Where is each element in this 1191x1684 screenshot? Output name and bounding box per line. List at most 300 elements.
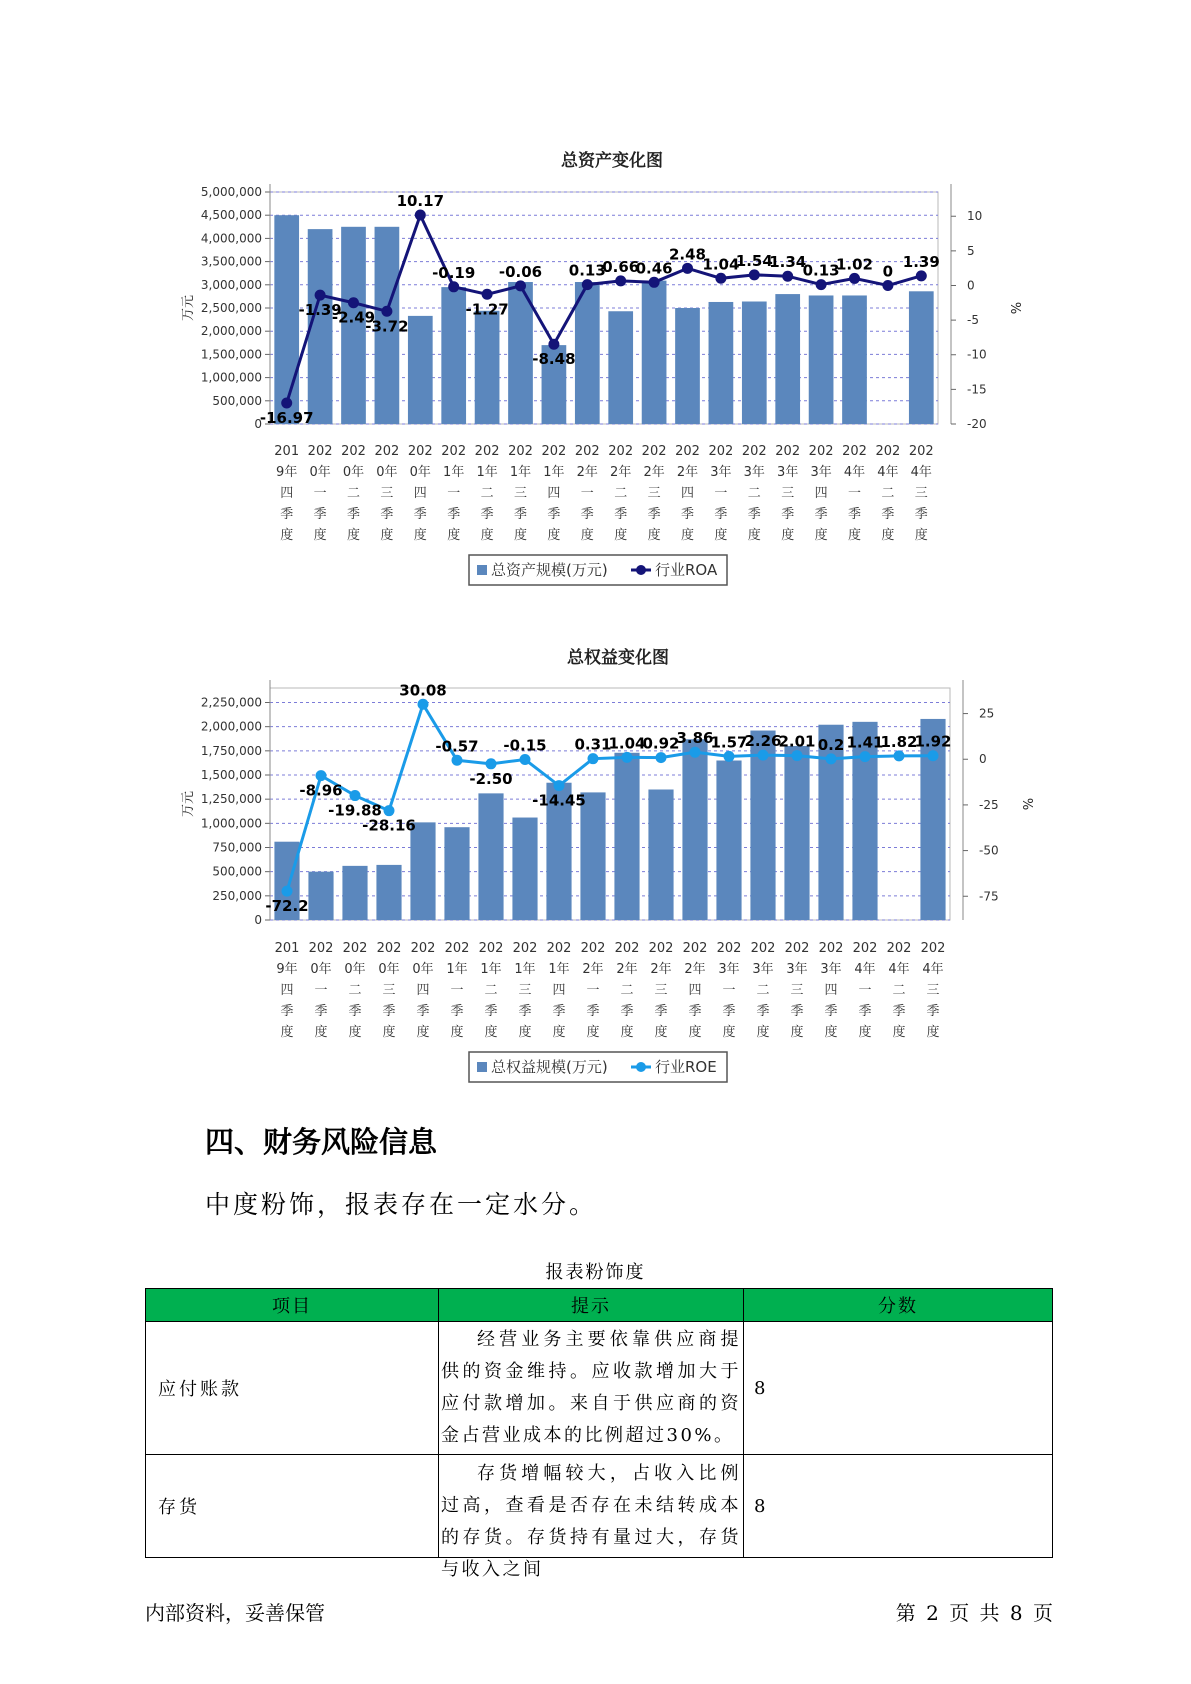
- category-tick-label: 三: [382, 983, 396, 998]
- category-tick-label: 202: [407, 444, 433, 459]
- category-tick-label: 度: [781, 528, 795, 543]
- bar: [274, 215, 299, 424]
- category-tick-label: 度: [280, 1025, 294, 1040]
- section-summary: 中度粉饰，报表存在一定水分。: [205, 1190, 598, 1219]
- line-point: [782, 271, 793, 282]
- category-tick-label: 4年: [854, 962, 876, 977]
- data-label: -16.97: [259, 409, 314, 428]
- category-tick-label: 0年: [376, 465, 398, 480]
- category-tick-label: 季: [914, 507, 928, 522]
- left-axis-tick-label: 2,000,000: [200, 324, 262, 339]
- legend-line-marker: [636, 1062, 646, 1072]
- category-tick-label: 三: [926, 983, 940, 998]
- category-tick-label: 季: [781, 507, 795, 522]
- category-tick-label: 度: [892, 1025, 906, 1040]
- category-tick-label: 202: [341, 444, 366, 459]
- bar: [909, 291, 934, 424]
- category-tick-label: 季: [416, 1004, 430, 1019]
- category-tick-label: 二: [756, 983, 770, 998]
- category-tick-label: 一: [847, 486, 862, 501]
- bar: [709, 302, 734, 424]
- line-point: [916, 270, 927, 281]
- category-tick-label: 四: [547, 486, 561, 501]
- category-tick-label: 季: [620, 1004, 634, 1019]
- category-tick-label: 202: [842, 444, 867, 459]
- data-label: 10.17: [396, 192, 445, 211]
- line-point: [316, 770, 327, 781]
- line-point: [816, 279, 827, 290]
- legend-line-label: 行业ROA: [655, 561, 718, 579]
- chart-title: 总权益变化图: [567, 648, 669, 668]
- category-tick-label: 二: [881, 486, 895, 501]
- category-tick-label: 三: [654, 983, 668, 998]
- category-tick-label: 四: [413, 486, 427, 501]
- category-tick-label: 2年: [643, 465, 665, 480]
- category-tick-label: 202: [908, 444, 934, 459]
- category-tick-label: 0年: [409, 465, 431, 480]
- category-tick-label: 2年: [676, 465, 699, 480]
- category-tick-label: 0年: [344, 962, 366, 977]
- legend-bar-swatch: [477, 1062, 487, 1072]
- category-tick-label: 202: [410, 941, 436, 956]
- category-tick-label: 四: [280, 983, 294, 998]
- left-axis-tick-label: 3,500,000: [200, 254, 262, 269]
- category-tick-label: 202: [648, 941, 674, 956]
- data-label: -1.27: [465, 300, 509, 319]
- category-tick-label: 季: [892, 1004, 906, 1019]
- legend-bar-label: 总权益规模(万元): [491, 1058, 608, 1076]
- data-label: 0.13: [568, 261, 606, 280]
- category-tick-label: 季: [484, 1004, 498, 1019]
- row-item: 应付账款: [146, 1322, 439, 1455]
- category-tick-label: 四: [824, 983, 838, 998]
- line-point: [554, 780, 565, 791]
- category-tick-label: 二: [346, 486, 361, 501]
- category-tick-label: 三: [647, 486, 661, 501]
- category-tick-label: 0年: [412, 962, 434, 977]
- line-point: [894, 750, 905, 761]
- line-point: [649, 277, 660, 288]
- category-tick-label: 季: [447, 507, 461, 522]
- category-tick-label: 4年: [888, 962, 910, 977]
- category-tick-label: 一: [858, 983, 872, 998]
- category-tick-label: 季: [714, 507, 728, 522]
- category-tick-label: 季: [858, 1004, 872, 1019]
- category-tick-label: 三: [518, 983, 532, 998]
- category-tick-label: 202: [708, 444, 734, 459]
- category-tick-label: 202: [308, 941, 334, 956]
- line-point: [381, 306, 392, 317]
- category-tick-label: 季: [614, 507, 628, 522]
- category-tick-label: 度: [380, 528, 394, 543]
- category-tick-label: 一: [714, 486, 728, 501]
- category-tick-label: 度: [881, 528, 895, 543]
- category-tick-label: 季: [647, 507, 661, 522]
- category-tick-label: 202: [775, 444, 801, 459]
- category-tick-label: 0年: [378, 962, 400, 977]
- category-tick-label: 3年: [786, 962, 808, 977]
- right-axis-tick-label: -20: [967, 417, 987, 431]
- left-axis-tick-label: 1,250,000: [200, 792, 262, 807]
- category-tick-label: 度: [313, 528, 327, 543]
- data-label: -0.15: [503, 736, 547, 755]
- category-tick-label: 202: [574, 444, 600, 459]
- category-tick-label: 3年: [810, 465, 832, 480]
- category-tick-label: 度: [714, 528, 728, 543]
- line-point: [448, 281, 459, 292]
- category-tick-label: 季: [480, 507, 494, 522]
- section-heading: 四、财务风险信息: [205, 1125, 438, 1159]
- category-tick-label: 度: [926, 1025, 940, 1040]
- category-tick-label: 202: [374, 444, 400, 459]
- category-tick-label: 202: [614, 941, 640, 956]
- line-point: [826, 753, 837, 764]
- category-tick-label: 3年: [710, 465, 732, 480]
- category-tick-label: 度: [647, 528, 661, 543]
- category-tick-label: 三: [914, 486, 928, 501]
- row-hint-cell: [439, 1455, 744, 1580]
- category-tick-label: 三: [781, 486, 795, 501]
- bar: [742, 302, 767, 424]
- data-label: -14.45: [532, 791, 586, 810]
- category-tick-label: 度: [447, 528, 461, 543]
- data-label: -28.16: [362, 816, 416, 835]
- bar: [580, 792, 605, 920]
- row-score: 8: [744, 1455, 1053, 1558]
- data-label: -8.48: [532, 350, 576, 369]
- category-tick-label: 季: [790, 1004, 804, 1019]
- category-tick-label: 3年: [752, 962, 774, 977]
- line-point: [582, 279, 593, 290]
- left-axis-tick-label: 500,000: [212, 393, 262, 408]
- category-tick-label: 度: [824, 1025, 838, 1040]
- category-tick-label: 202: [784, 941, 810, 956]
- right-axis-title: %: [1019, 797, 1034, 811]
- category-tick-label: 202: [875, 444, 901, 459]
- row-hint: 经营业务主要依靠供应商提供的资金维持。应收款增加大于应付款增加。来自于供应商的资金占营业成本的比例超过30%。: [439, 1322, 744, 1455]
- line-point: [615, 275, 626, 286]
- footer-page-number: 第 2 页 共 8 页: [895, 1601, 1053, 1625]
- bar: [475, 311, 500, 424]
- category-tick-label: 季: [747, 507, 761, 522]
- category-tick-label: 度: [552, 1025, 566, 1040]
- bar: [642, 281, 667, 424]
- data-label: -2.49: [331, 308, 376, 327]
- left-axis-tick-label: 1,750,000: [200, 743, 262, 758]
- right-axis-tick-label: -10: [967, 347, 987, 362]
- data-label: 1.39: [902, 252, 940, 271]
- table-header-row: [146, 1289, 1053, 1322]
- left-axis-title: 万元: [181, 790, 196, 818]
- left-axis-tick-label: 4,500,000: [200, 208, 262, 223]
- bar: [784, 746, 809, 920]
- category-tick-label: 202: [541, 444, 567, 459]
- legend-line-label: 行业ROE: [655, 1058, 717, 1076]
- category-tick-label: 3年: [718, 962, 740, 977]
- line-point: [315, 290, 326, 301]
- category-tick-label: 3年: [743, 465, 765, 480]
- data-label: 0.31: [574, 735, 612, 754]
- category-tick-label: 季: [382, 1004, 396, 1019]
- category-tick-label: 季: [380, 507, 394, 522]
- category-tick-label: 一: [314, 983, 328, 998]
- category-tick-label: 202: [716, 941, 742, 956]
- left-axis-tick-label: 4,000,000: [200, 231, 262, 246]
- right-axis-tick-label: -5: [967, 313, 979, 328]
- header-hint: 提示: [439, 1289, 744, 1322]
- line-point: [486, 758, 497, 769]
- category-tick-label: 二: [620, 983, 634, 998]
- data-label: -0.19: [432, 263, 476, 282]
- line-point: [350, 790, 361, 801]
- right-axis-tick-label: -75: [979, 889, 999, 904]
- table-row: [146, 1455, 1053, 1558]
- category-tick-label: 2年: [616, 962, 638, 977]
- category-tick-label: 季: [881, 507, 895, 522]
- line-point: [520, 754, 531, 765]
- category-tick-label: 一: [447, 486, 461, 501]
- category-tick-label: 度: [914, 528, 928, 543]
- category-tick-label: 度: [314, 1025, 328, 1040]
- category-tick-label: 度: [480, 528, 494, 543]
- left-axis-tick-label: 1,000,000: [200, 370, 262, 385]
- category-tick-label: 四: [680, 486, 695, 501]
- total-equity-chart: [0, 640, 1191, 1100]
- category-tick-label: 度: [586, 1025, 600, 1040]
- category-tick-label: 202: [682, 941, 708, 956]
- line-point: [282, 886, 293, 897]
- category-tick-label: 一: [450, 983, 464, 998]
- category-tick-label: 二: [480, 486, 494, 501]
- line-point: [415, 210, 426, 221]
- category-tick-label: 一: [586, 983, 600, 998]
- right-axis-tick-label: 0: [979, 752, 987, 767]
- category-tick-label: 202: [512, 941, 538, 956]
- category-tick-label: 度: [348, 1025, 362, 1040]
- left-axis-tick-label: 0: [254, 417, 262, 431]
- data-label: -1.39: [298, 301, 342, 320]
- data-label: 1.04: [608, 734, 646, 753]
- row-item: 存货: [146, 1455, 439, 1558]
- category-tick-label: 2年: [576, 465, 598, 480]
- category-tick-label: 201: [274, 444, 300, 459]
- category-tick-label: 度: [280, 528, 294, 543]
- category-tick-label: 202: [608, 444, 634, 459]
- category-tick-label: 度: [722, 1025, 736, 1040]
- category-tick-label: 度: [413, 528, 427, 543]
- category-tick-label: 三: [513, 486, 528, 501]
- line-point: [749, 269, 760, 280]
- category-tick-label: 0年: [310, 962, 332, 977]
- category-tick-label: 202: [750, 941, 776, 956]
- right-axis-tick-label: 25: [979, 706, 995, 721]
- category-tick-label: 202: [675, 444, 700, 459]
- category-tick-label: 季: [547, 507, 561, 522]
- category-tick-label: 2年: [610, 465, 632, 480]
- category-tick-label: 202: [808, 444, 834, 459]
- category-tick-label: 1年: [446, 962, 468, 977]
- category-tick-label: 季: [348, 1004, 362, 1019]
- bar: [682, 739, 707, 920]
- row-hint: 存货增幅较大，占收入比例过高，查看是否存在未结转成本的存货。存货持有量过大，存货与收入之间: [441, 1463, 741, 1580]
- category-tick-label: 季: [847, 507, 862, 522]
- bar: [376, 865, 401, 920]
- bar: [775, 294, 800, 424]
- category-tick-label: 4年: [843, 465, 866, 480]
- bar: [342, 866, 367, 920]
- data-label: -3.72: [365, 317, 409, 336]
- legend-bar-label: 总资产规模(万元): [491, 561, 608, 579]
- category-tick-label: 2年: [684, 962, 706, 977]
- category-tick-label: 202: [478, 941, 504, 956]
- category-tick-label: 202: [307, 444, 333, 459]
- bar: [308, 872, 333, 920]
- category-tick-label: 度: [847, 528, 862, 543]
- left-axis-tick-label: 500,000: [212, 864, 262, 879]
- line-point: [682, 263, 693, 274]
- header-item: 项目: [146, 1289, 439, 1322]
- risk-table: [145, 1288, 1053, 1580]
- line-point: [882, 280, 893, 291]
- category-tick-label: 度: [756, 1025, 770, 1040]
- category-tick-label: 度: [346, 528, 361, 543]
- line-point: [281, 398, 292, 409]
- data-label: 1.57: [710, 733, 748, 752]
- bar: [809, 295, 834, 424]
- category-tick-label: 度: [858, 1025, 872, 1040]
- category-tick-label: 度: [814, 528, 828, 543]
- category-tick-label: 度: [680, 528, 695, 543]
- category-tick-label: 季: [413, 507, 427, 522]
- right-axis-tick-label: -50: [979, 843, 999, 858]
- category-tick-label: 四: [688, 983, 702, 998]
- right-axis-tick-label: -15: [967, 382, 987, 397]
- bar: [614, 753, 639, 920]
- category-tick-label: 季: [814, 507, 828, 522]
- data-label: 1.34: [769, 253, 807, 272]
- row-score: 8: [744, 1322, 1053, 1455]
- category-tick-label: 1年: [480, 962, 502, 977]
- line-point: [690, 747, 701, 758]
- data-label: 1.82: [880, 732, 918, 751]
- category-tick-label: 二: [484, 983, 498, 998]
- category-tick-label: 二: [614, 486, 628, 501]
- category-tick-label: 季: [586, 1004, 600, 1019]
- table-row: [146, 1322, 1053, 1455]
- bar: [512, 818, 537, 920]
- data-label: 0.66: [602, 257, 640, 276]
- line-point: [384, 805, 395, 816]
- line-point: [548, 339, 559, 350]
- data-label: 0.92: [642, 734, 680, 753]
- category-tick-label: 3年: [820, 962, 842, 977]
- category-tick-label: 三: [380, 486, 394, 501]
- category-tick-label: 202: [852, 941, 878, 956]
- category-tick-label: 度: [416, 1025, 430, 1040]
- category-tick-label: 度: [484, 1025, 498, 1040]
- category-tick-label: 4年: [877, 465, 899, 480]
- category-tick-label: 202: [920, 941, 946, 956]
- category-tick-label: 季: [513, 507, 528, 522]
- category-tick-label: 202: [342, 941, 368, 956]
- line-point: [348, 297, 359, 308]
- right-axis-tick-label: 5: [967, 243, 975, 258]
- category-tick-label: 0年: [309, 465, 331, 480]
- category-tick-label: 度: [518, 1025, 532, 1040]
- category-tick-label: 度: [747, 528, 761, 543]
- data-label: -0.57: [435, 737, 479, 756]
- bar: [675, 308, 700, 424]
- category-tick-label: 1年: [476, 465, 498, 480]
- bar: [716, 761, 741, 921]
- category-tick-label: 度: [688, 1025, 702, 1040]
- line-point: [656, 752, 667, 763]
- data-label: 1.04: [702, 255, 740, 274]
- line-point: [515, 280, 526, 291]
- category-tick-label: 季: [722, 1004, 736, 1019]
- data-label: 1.54: [735, 251, 773, 270]
- category-tick-label: 季: [688, 1004, 702, 1019]
- category-tick-label: 9年: [276, 465, 298, 480]
- data-label: -2.50: [469, 769, 513, 788]
- category-tick-label: 度: [614, 528, 628, 543]
- left-axis-tick-label: 2,250,000: [200, 695, 262, 710]
- category-tick-label: 2年: [650, 962, 672, 977]
- category-tick-label: 季: [926, 1004, 940, 1019]
- left-axis-tick-label: 3,000,000: [200, 277, 262, 292]
- category-tick-label: 一: [580, 486, 594, 501]
- category-tick-label: 202: [546, 941, 572, 956]
- category-tick-label: 202: [641, 444, 667, 459]
- category-tick-label: 季: [824, 1004, 838, 1019]
- category-tick-label: 季: [654, 1004, 668, 1019]
- line-point: [588, 753, 599, 764]
- line-point: [860, 751, 871, 762]
- category-tick-label: 度: [790, 1025, 804, 1040]
- category-tick-label: 季: [280, 1004, 294, 1019]
- header-score: 分数: [744, 1289, 1053, 1322]
- bar: [441, 287, 466, 424]
- bar: [608, 311, 633, 424]
- category-tick-label: 202: [474, 444, 500, 459]
- category-tick-label: 202: [444, 941, 470, 956]
- line-point: [849, 273, 860, 284]
- category-tick-label: 度: [654, 1025, 668, 1040]
- category-tick-label: 3年: [777, 465, 799, 480]
- category-tick-label: 201: [274, 941, 300, 956]
- category-tick-label: 202: [580, 941, 606, 956]
- category-tick-label: 度: [620, 1025, 634, 1040]
- category-tick-label: 202: [441, 444, 467, 459]
- category-tick-label: 四: [814, 486, 828, 501]
- category-tick-label: 季: [346, 507, 361, 522]
- left-axis-tick-label: 750,000: [212, 840, 262, 855]
- line-point: [715, 273, 726, 284]
- category-tick-label: 季: [680, 507, 695, 522]
- category-tick-label: 季: [314, 1004, 328, 1019]
- category-tick-label: 二: [348, 983, 362, 998]
- category-tick-label: 度: [547, 528, 561, 543]
- category-tick-label: 二: [892, 983, 906, 998]
- bar: [410, 822, 435, 920]
- legend-line-marker: [636, 565, 646, 575]
- category-tick-label: 季: [518, 1004, 532, 1019]
- data-label: -72.2: [265, 897, 309, 916]
- category-tick-label: 四: [280, 486, 294, 501]
- category-tick-label: 度: [450, 1025, 464, 1040]
- line-point: [758, 750, 769, 761]
- category-tick-label: 1年: [509, 465, 532, 480]
